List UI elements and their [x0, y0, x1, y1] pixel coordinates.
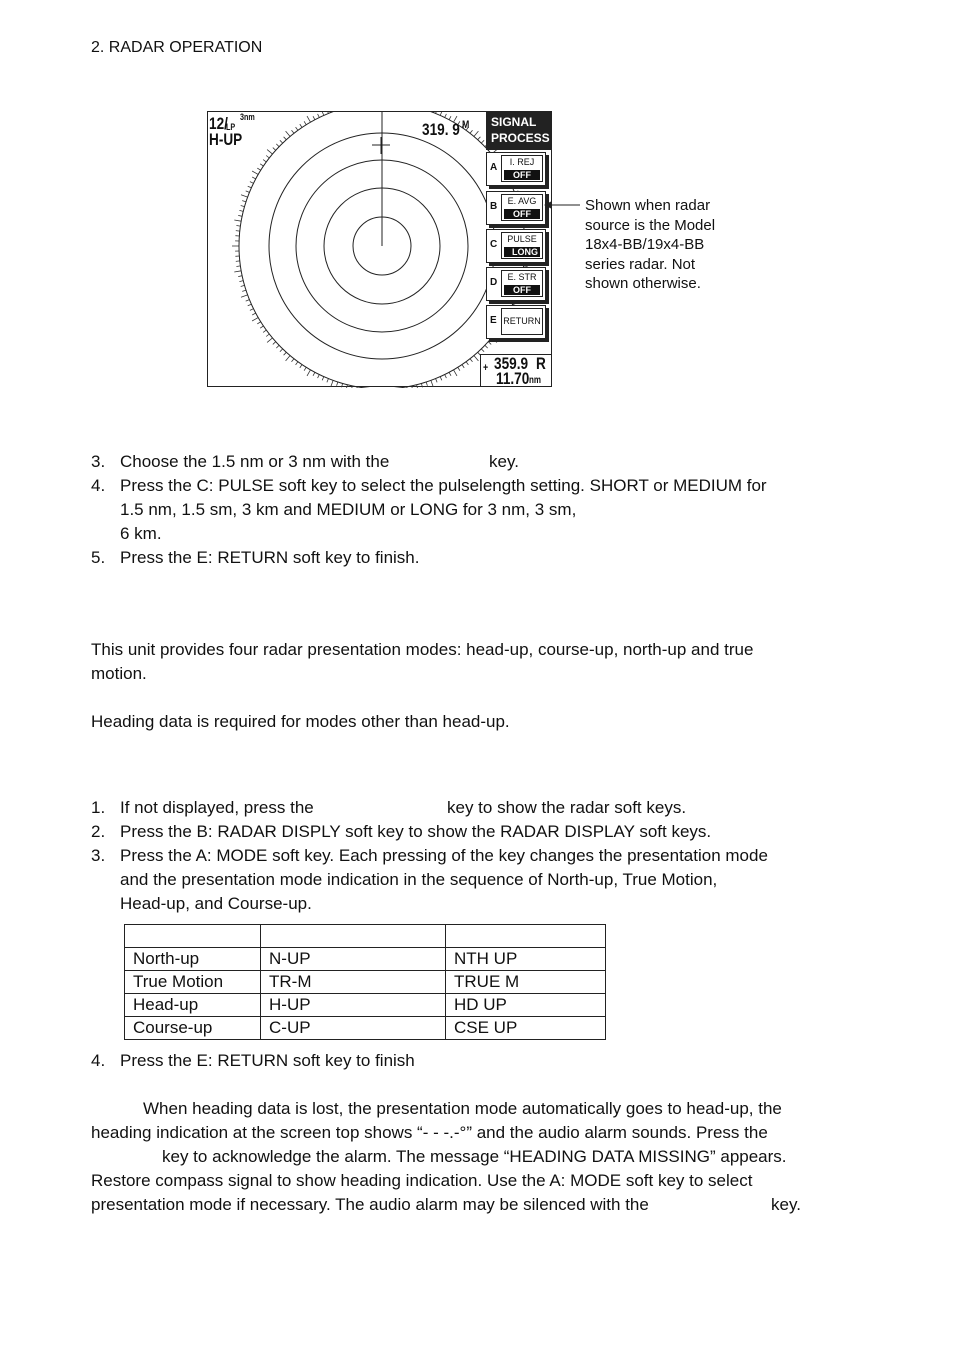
callout-line: 18x4-BB/19x4-BB — [585, 236, 705, 253]
table-cell: NTH UP — [446, 948, 606, 971]
presentation-mode-table — [124, 924, 606, 1040]
step-text-line2: and the presentation mode indication in the sequence of North-up, True Motion, — [120, 870, 718, 889]
bearing-tick — [273, 342, 276, 345]
bearing-tick — [263, 160, 266, 162]
bearing-tick — [276, 144, 279, 147]
step-number: 2. — [91, 822, 106, 841]
note-line-tail: key. — [771, 1195, 801, 1214]
bearing-tick — [276, 345, 279, 348]
table-cell: CSE UP — [446, 1017, 606, 1040]
bearing-tick — [513, 186, 517, 188]
bearing-tick — [454, 370, 458, 376]
step-text: Press the B: RADAR DISPLY soft key to show the RADAR DISPLAY soft keys. — [120, 822, 712, 841]
ring-interval: 3nm — [240, 112, 255, 122]
step-text-tail: key to show the radar soft keys. — [447, 798, 687, 817]
bearing-tick — [266, 156, 269, 159]
bearing-tick — [234, 220, 241, 221]
note-line: Restore compass signal to show heading indication. Use the A: MODE soft key to select — [91, 1171, 753, 1190]
callout-line: series radar. Not — [585, 255, 696, 273]
bearing-tick — [273, 148, 276, 151]
table-cell — [125, 925, 261, 948]
bearing-tick — [257, 322, 260, 324]
bearing-tick — [236, 226, 240, 227]
bearing-tick — [417, 385, 418, 388]
bearing-tick — [252, 171, 258, 175]
softkey-letter: D — [490, 277, 498, 288]
table-cell: Head-up — [125, 994, 261, 1017]
softkey-label: I. REJ — [509, 157, 535, 167]
range-unit-small: LP — [226, 122, 236, 132]
step-text: Press the A: MODE soft key. Each pressing of the key changes the presentation mode — [120, 846, 768, 865]
bearing-tick — [322, 112, 324, 115]
step-number: 1. — [91, 798, 106, 817]
step-number: 3. — [91, 452, 106, 471]
bearing-tick — [242, 201, 246, 202]
softkey-e-return[interactable] — [486, 305, 546, 339]
softkey-letter: A — [490, 162, 498, 173]
bearing-tick — [267, 338, 272, 343]
table-row — [125, 948, 606, 971]
table-row — [125, 1017, 606, 1040]
softkey-label: PULSE — [507, 234, 537, 244]
bearing-tick — [474, 356, 479, 361]
bearing-tick — [250, 309, 254, 311]
bearing-tick — [318, 114, 320, 118]
bearing-tick — [296, 362, 298, 365]
bearing-tick — [242, 290, 246, 291]
section-header: 2. RADAR OPERATION — [91, 39, 263, 56]
table-cell: True Motion — [125, 971, 261, 994]
bearing-tick — [481, 349, 484, 352]
bearing-tick — [292, 130, 295, 133]
bearing-tick — [252, 177, 256, 179]
bearing-tick — [286, 356, 291, 361]
step-number: 4. — [91, 1051, 106, 1070]
bearing-tick — [284, 137, 287, 140]
note-line: When heading data is lost, the presentation mode automatically goes to head-up, the — [143, 1099, 782, 1118]
callout-line: shown otherwise. — [585, 275, 701, 292]
step-text: Press the E: RETURN soft key to finish — [120, 1051, 415, 1070]
heading-readout: 319. 9 — [422, 120, 460, 139]
step-text-line3: Head-up, and Course-up. — [120, 894, 312, 913]
bearing-tick — [431, 380, 433, 387]
bearing-tick — [331, 380, 333, 387]
softkey-letter: B — [490, 201, 498, 212]
bearing-tick — [440, 112, 442, 115]
bearing-tick — [238, 215, 242, 216]
menu-title-line1: SIGNAL — [491, 115, 537, 129]
bearing-tick — [421, 384, 422, 388]
callout-line: Shown when radar — [585, 197, 711, 214]
softkey-value: OFF — [504, 170, 540, 180]
bearing-tick — [458, 367, 460, 370]
table-cell: C-UP — [261, 1017, 446, 1040]
bearing-tick — [440, 377, 442, 381]
note-line: presentation mode if necessary. The audio alarm may be silenced with the — [91, 1195, 649, 1214]
table-row — [125, 971, 606, 994]
bearing-tick — [248, 186, 252, 188]
bearing-tick — [304, 121, 306, 124]
cursor-mark: + — [483, 362, 489, 374]
bearing-tick — [257, 168, 260, 170]
bearing-tick — [246, 191, 250, 193]
table-row — [125, 994, 606, 1017]
step-text: Choose the 1.5 nm or 3 nm with the — [120, 452, 390, 471]
heading-suffix: M — [462, 119, 470, 131]
bearing-tick — [236, 266, 240, 267]
bearing-tick — [241, 295, 248, 297]
bearing-tick — [280, 349, 283, 352]
bearing-tick — [284, 352, 287, 355]
bearing-tick — [462, 365, 464, 368]
bearing-tick — [241, 285, 245, 286]
intro-paragraph-line: This unit provides four radar presentation modes: head-up, course-up, north-up and true — [91, 640, 754, 659]
callout-arrow — [540, 198, 584, 212]
bearing-tick — [296, 127, 298, 130]
softkey-value: LONG — [504, 247, 540, 257]
bearing-tick — [313, 116, 315, 120]
step-text-line3: 6 km. — [120, 524, 162, 543]
bearing-tick — [238, 276, 242, 277]
bearing-tick — [239, 281, 243, 282]
signal-process-title — [486, 112, 552, 150]
range-value: 12/ — [209, 114, 228, 133]
softkey-label: RETURN — [503, 316, 541, 326]
bearing-tick — [234, 271, 241, 272]
softkey-value: OFF — [504, 209, 540, 219]
table-cell — [446, 925, 606, 948]
cursor-range-unit: nm — [529, 375, 541, 386]
softkey-letter: C — [490, 239, 498, 250]
bearing-tick — [260, 164, 263, 166]
bearing-tick — [318, 375, 320, 379]
bearing-tick — [449, 372, 451, 376]
softkey-b-e-avg[interactable] — [486, 191, 546, 225]
bearing-tick — [470, 359, 473, 362]
radar-display-figure — [207, 111, 552, 387]
table-cell: TRUE M — [446, 971, 606, 994]
bearing-tick — [300, 124, 302, 127]
bearing-tick — [246, 300, 250, 302]
bearing-tick — [252, 318, 258, 322]
table-cell: TR-M — [261, 971, 446, 994]
bearing-tick — [236, 231, 240, 232]
cursor-bearing: 359.9 — [494, 354, 529, 373]
table-cell: H-UP — [261, 994, 446, 1017]
bearing-tick — [445, 114, 447, 118]
bearing-tick — [304, 367, 306, 370]
step-text-tail: key. — [489, 452, 519, 471]
table-row — [125, 925, 606, 948]
table-cell — [261, 925, 446, 948]
softkey-label: E. STR — [507, 272, 537, 282]
intro-paragraph-line: motion. — [91, 664, 147, 683]
bearing-tick — [307, 370, 311, 376]
bearing-tick — [481, 140, 484, 143]
bearing-tick — [488, 342, 491, 345]
bearing-tick — [241, 206, 245, 207]
cursor-readout-box — [480, 354, 552, 387]
heading-requirement-note: Heading data is required for modes other than head-up. — [91, 712, 510, 731]
table-cell: Course-up — [125, 1017, 261, 1040]
bearing-tick — [248, 304, 252, 306]
bearing-tick — [236, 261, 240, 262]
bearing-tick — [239, 210, 243, 211]
softkey-d-e-str[interactable] — [486, 267, 546, 301]
softkey-a-i-rej[interactable] — [486, 152, 546, 186]
bearing-tick — [280, 140, 283, 143]
bearing-tick — [342, 384, 343, 388]
bearing-tick — [260, 326, 263, 328]
menu-title-line2: PROCESS — [491, 131, 550, 145]
bearing-tick — [466, 362, 468, 365]
bearing-tick — [474, 131, 479, 136]
bearing-tick — [252, 313, 256, 315]
bearing-tick — [337, 382, 338, 386]
table-cell: North-up — [125, 948, 261, 971]
bearing-tick — [263, 330, 266, 332]
bearing-tick — [445, 375, 447, 379]
softkey-label: E. AVG — [507, 196, 537, 206]
softkey-letter: E — [490, 315, 497, 326]
bearing-tick — [266, 334, 269, 337]
callout-note — [585, 196, 755, 294]
bearing-tick — [286, 131, 291, 136]
step-text: Press the E: RETURN soft key to finish. — [120, 548, 420, 567]
step-text-line2: 1.5 nm, 1.5 sm, 3 km and MEDIUM or LONG for 3 nm, 3 sm, — [120, 500, 577, 519]
bearing-tick — [241, 195, 248, 197]
bearing-tick — [478, 137, 481, 140]
step-text: Press the C: PULSE soft key to select the pulselength setting. SHORT or MEDIUM for — [120, 476, 767, 495]
step-number: 4. — [91, 476, 106, 495]
step-number: 5. — [91, 548, 106, 567]
bearing-tick — [485, 345, 488, 348]
bearing-tick — [327, 379, 329, 383]
bearing-tick — [470, 130, 473, 133]
callout-line: source is the Model — [585, 216, 716, 234]
table-cell: HD UP — [446, 994, 606, 1017]
bearing-tick — [300, 365, 302, 368]
cursor-range: 11.70 — [496, 369, 530, 388]
bearing-tick — [267, 150, 272, 155]
softkey-value: OFF — [504, 285, 540, 295]
bearing-tick — [307, 116, 311, 122]
bearing-tick — [250, 182, 254, 184]
bearing-tick — [346, 385, 347, 388]
cursor-bearing-ref: R — [536, 354, 546, 373]
bearing-tick — [292, 359, 295, 362]
step-text: If not displayed, press the — [120, 798, 314, 817]
bearing-tick — [436, 379, 438, 383]
bearing-tick — [313, 372, 315, 376]
bearing-tick — [524, 226, 528, 227]
presentation-mode: H-UP — [209, 130, 243, 149]
softkey-c-pulse[interactable] — [486, 229, 546, 263]
bearing-tick — [322, 377, 324, 381]
note-line: key to acknowledge the alarm. The message “HEADING DATA MISSING” appears. — [162, 1147, 787, 1166]
step-number: 3. — [91, 846, 106, 865]
table-cell: N-UP — [261, 948, 446, 971]
note-line: heading indication at the screen top shows “- - -.-°” and the audio alarm sounds. Press the — [91, 1123, 768, 1142]
bearing-tick — [426, 382, 427, 386]
